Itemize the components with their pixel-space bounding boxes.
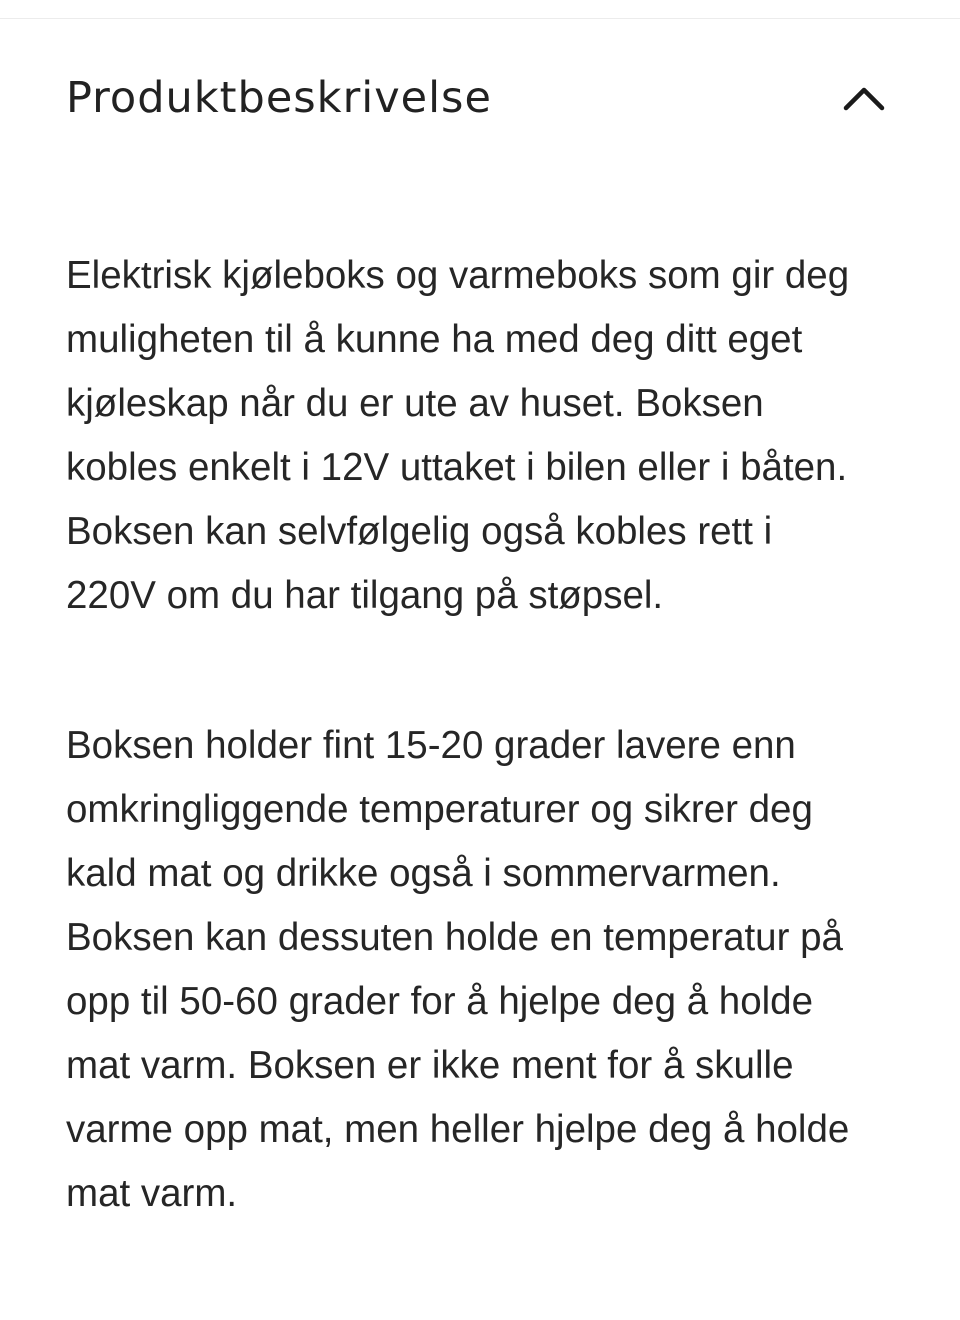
description-line: kald mat og drikke også i sommervarmen.: [66, 852, 781, 895]
description-line: Boksen holder fint 15-20 grader lavere enn: [66, 724, 796, 767]
description-line: mat varm.: [66, 1172, 238, 1215]
description-line: muligheten til å kunne ha med deg ditt eget: [66, 318, 803, 361]
description-line: Boksen kan dessuten holde en temperatur på: [66, 916, 843, 959]
description-line: kjøleskap når du er ute av huset. Boksen: [66, 382, 764, 425]
description-paragraph-2: [66, 714, 916, 1226]
description-line: omkringliggende temperaturer og sikrer deg: [66, 788, 813, 831]
top-divider: [0, 0, 960, 19]
description-line: Elektrisk kjøleboks og varmeboks som gir deg: [66, 254, 850, 297]
description-line: kobles enkelt i 12V uttaket i bilen eller i båten.: [66, 446, 848, 489]
description-line: Boksen kan selvfølgelig også kobles rett i: [66, 510, 773, 553]
description-line: 220V om du har tilgang på støpsel.: [66, 574, 664, 617]
description-line: mat varm. Boksen er ikke ment for å skulle: [66, 1044, 794, 1087]
description-paragraph-1: [66, 244, 916, 628]
section-title: Produktbeskrivelse: [66, 73, 492, 123]
product-description-header[interactable]: [66, 62, 894, 134]
description-line: opp til 50-60 grader for å hjelpe deg å holde: [66, 980, 814, 1023]
description-line: varme opp mat, men heller hjelpe deg å holde: [66, 1108, 850, 1151]
chevron-up-icon[interactable]: [840, 74, 888, 122]
